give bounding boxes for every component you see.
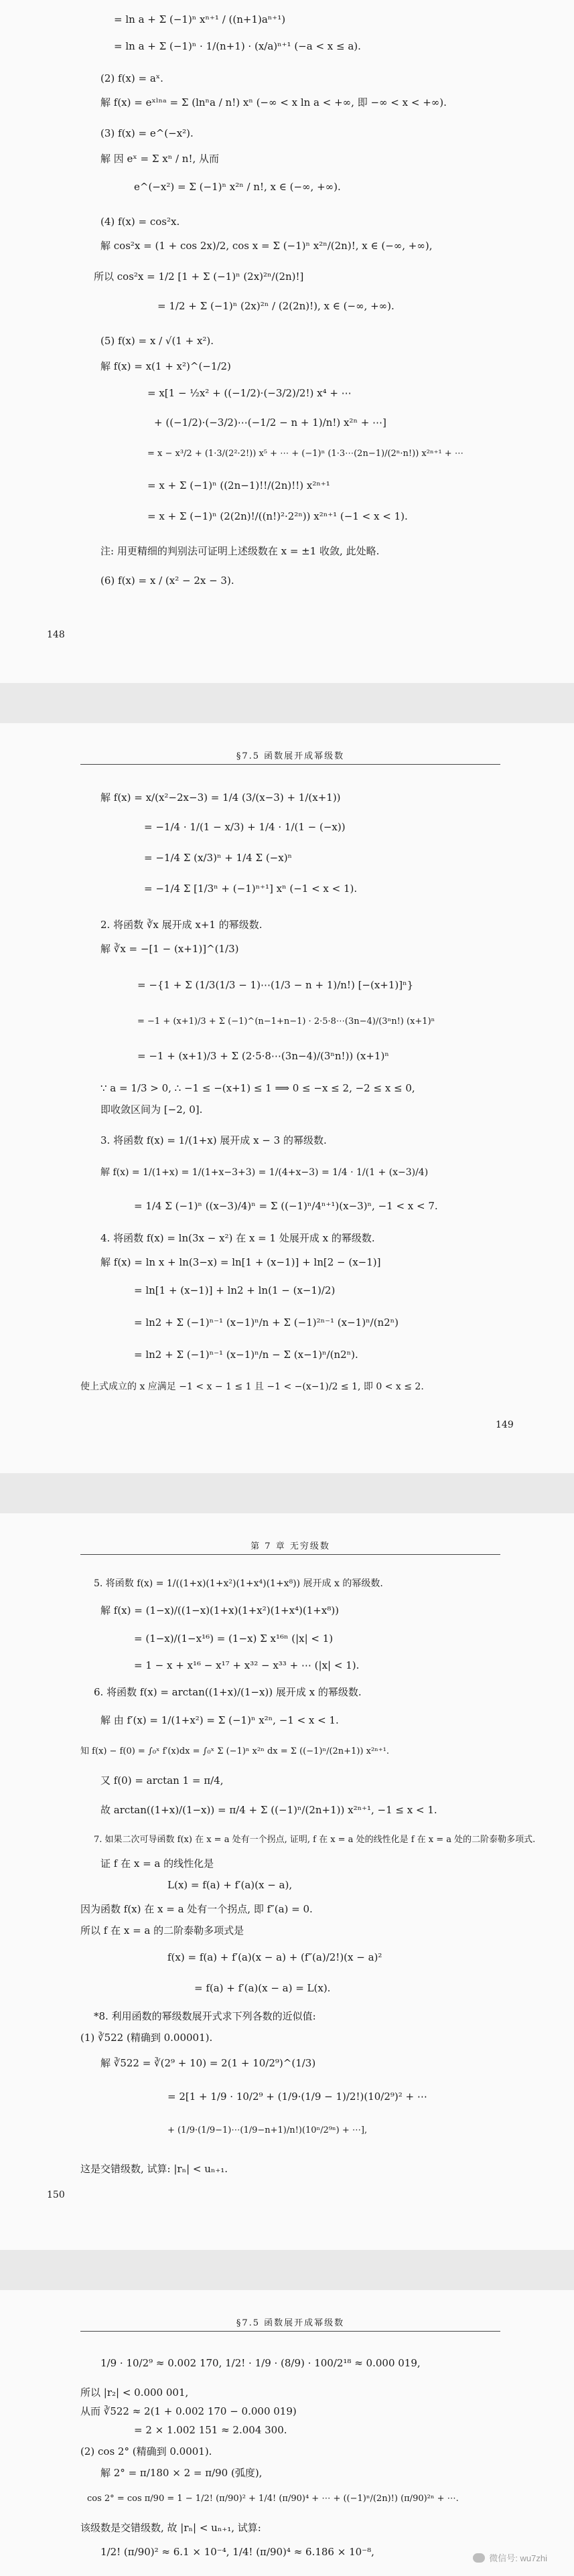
note: 注: 用更精细的判别法可证明上述级数在 x = ±1 收敛, 此处略. (100, 545, 380, 557)
eq-line: = (1−x)/(1−x¹⁶) = (1−x) Σ x¹⁶ⁿ (|x| < 1) (134, 1633, 334, 1645)
page-148 (0, 0, 574, 683)
page-number: 149 (496, 1420, 514, 1430)
solution: 解 f(x) = ln x + ln(3−x) = ln[1 + (x−1)] + ln[2 − (x−1)] (100, 1256, 381, 1268)
text-line: ∵ a = 1/3 > 0, ∴ −1 ≤ −(x+1) ≤ 1 ⟹ 0 ≤ −x ≤ 2, −2 ≤ x ≤ 0, (100, 1082, 415, 1094)
eq-line: 知 f(x) − f(0) = ∫₀ˣ f′(x)dx = ∫₀ˣ Σ (−1)ⁿ x²ⁿ dx = Σ ((−1)ⁿ/(2n+1)) x²ⁿ⁺¹. (80, 1746, 389, 1756)
solution: 解 ∛x = −[1 − (x+1)]^(1/3) (100, 943, 239, 955)
question: (4) f(x) = cos²x. (100, 216, 180, 228)
eq-line: L(x) = f(a) + f′(a)(x − a), (167, 1879, 293, 1891)
eq-line: = −1 + (x+1)/3 + Σ (−1)^(n−1+n−1) · 2·5·8⋯(3n−4)/(3ⁿn!) (x+1)ⁿ (137, 1016, 435, 1027)
text-line: 从而 ∛522 ≈ 2(1 + 0.002 170 − 0.000 019) (80, 2405, 297, 2417)
page-number: 150 (47, 2190, 65, 2200)
text-line: 所以 f 在 x = a 的二阶泰勒多项式是 (80, 1924, 244, 1937)
eq-line: = x + Σ (−1)ⁿ (2(2n)!/((n!)²·2²ⁿ)) x²ⁿ⁺¹ (−1 < x < 1). (147, 510, 408, 522)
solution: 解 2° = π/180 × 2 = π/90 (弧度), (100, 2467, 263, 2479)
question: (6) f(x) = x / (x² − 2x − 3). (100, 575, 234, 587)
eq-line: 1/2! (π/90)² ≈ 6.1 × 10⁻⁴, 1/4! (π/90)⁴ ≈ 6.186 × 10⁻⁸, (100, 2546, 374, 2558)
running-header: 第 7 章 无穷级数 (80, 1539, 500, 1555)
eq-line: = 1 − x + x¹⁶ − x¹⁷ + x³² − x³³ + ⋯ (|x| < 1). (134, 1659, 360, 1671)
eq-line: 故 arctan((1+x)/(1−x)) = π/4 + Σ ((−1)ⁿ/(2n+1)) x²ⁿ⁺¹, −1 ≤ x < 1. (100, 1804, 437, 1816)
solution: 证 f 在 x = a 的线性化是 (100, 1858, 214, 1870)
watermark-text: 微信号: wu7zhi (489, 2553, 547, 2563)
eq-line: = −1/4 Σ (x/3)ⁿ + 1/4 Σ (−x)ⁿ (144, 852, 293, 864)
eq-line: 又 f(0) = arctan 1 = π/4, (100, 1774, 224, 1787)
eq-line: = ln2 + Σ (−1)ⁿ⁻¹ (x−1)ⁿ/n + Σ (−1)²ⁿ⁻¹ (x−1)ⁿ/(n2ⁿ) (134, 1316, 399, 1329)
question: *8. 利用函数的幂级数展开式求下列各数的近似值: (94, 2010, 316, 2022)
solution: 解 f(x) = x(1 + x²)^(−1/2) (100, 360, 231, 372)
running-header: §7.5 函数展开成幂级数 (80, 749, 500, 765)
question: (2) cos 2° (精确到 0.0001). (80, 2445, 212, 2457)
solution: 解 由 f′(x) = 1/(1+x²) = Σ (−1)ⁿ x²ⁿ, −1 < x < 1. (100, 1714, 339, 1726)
question: (5) f(x) = x / √(1 + x²). (100, 335, 214, 347)
eq-line: = −{1 + Σ (1/3(1/3 − 1)⋯(1/3 − n + 1)/n!) [−(x+1)]ⁿ} (137, 979, 414, 991)
solution: 解 ∛522 = ∛(2⁹ + 10) = 2(1 + 10/2⁹)^(1/3) (100, 2057, 316, 2069)
eq-line: e^(−x²) = Σ (−1)ⁿ x²ⁿ / n!, x ∈ (−∞, +∞). (134, 181, 341, 193)
question: (3) f(x) = e^(−x²). (100, 127, 194, 139)
question: 2. 将函数 ∛x 展开成 x+1 的幂级数. (100, 919, 263, 931)
watermark (473, 2551, 547, 2564)
eq-line: = x[1 − ½x² + ((−1/2)·(−3/2)/2!) x⁴ + ⋯ (147, 387, 352, 399)
eq-line: = ln2 + Σ (−1)ⁿ⁻¹ (x−1)ⁿ/n − Σ (x−1)ⁿ/(n2ⁿ). (134, 1349, 358, 1361)
eq-line: cos 2° = cos π/90 = 1 − 1/2! (π/90)² + 1/4! (π/90)⁴ + ⋯ + ((−1)ⁿ/(2n)!) (π/90)²ⁿ + ⋯. (87, 2494, 459, 2504)
eq-line: = ln[1 + (x−1)] + ln2 + ln(1 − (x−1)/2) (134, 1284, 336, 1296)
solution: 解 f(x) = 1/(1+x) = 1/(1+x−3+3) = 1/(4+x−3) = 1/4 · 1/(1 + (x−3)/4) (100, 1167, 429, 1178)
page-151 (0, 2290, 574, 2576)
question: 3. 将函数 f(x) = 1/(1+x) 展开成 x − 3 的幂级数. (100, 1134, 327, 1146)
eq-line: = ln a + Σ (−1)ⁿ xⁿ⁺¹ / ((n+1)aⁿ⁺¹) (114, 13, 286, 25)
solution: 解 f(x) = x/(x²−2x−3) = 1/4 (3/(x−3) + 1/(x+1)) (100, 791, 341, 804)
text-line: 这是交错级数, 试算: |rₙ| < uₙ₊₁. (80, 2163, 228, 2175)
eq-line: + (1/9·(1/9−1)⋯(1/9−n+1)/n!)(10ⁿ/2⁹ⁿ) + ⋯], (167, 2125, 368, 2135)
eq-line: + ((−1/2)·(−3/2)⋯(−1/2 − n + 1)/n!) x²ⁿ + ⋯] (154, 416, 386, 429)
question: (2) f(x) = aˣ. (100, 72, 163, 84)
solution: 解 f(x) = (1−x)/((1−x)(1+x)(1+x²)(1+x⁴)(1+x⁸)) (100, 1604, 340, 1616)
page-number: 148 (47, 629, 65, 640)
text-line: 所以 |r₂| < 0.000 001, (80, 2386, 189, 2399)
question: 5. 将函数 f(x) = 1/((1+x)(1+x²)(1+x⁴)(1+x⁸)) 展开成 x 的幂级数. (94, 1578, 383, 1589)
eq-line: = −1/4 Σ [1/3ⁿ + (−1)ⁿ⁺¹] xⁿ (−1 < x < 1). (144, 883, 358, 895)
text-line: 即收敛区间为 [−2, 0]. (100, 1104, 203, 1116)
page-150 (0, 1513, 574, 2250)
eq-line: = ln a + Σ (−1)ⁿ · 1/(n+1) · (x/a)ⁿ⁺¹ (−a < x ≤ a). (114, 40, 361, 52)
text-line: 因为函数 f(x) 在 x = a 处有一个拐点, 即 f″(a) = 0. (80, 1903, 313, 1915)
text-line: 该级数是交错级数, 故 |rₙ| < uₙ₊₁, 试算: (80, 2522, 261, 2534)
text-line: 使上式成立的 x 应满足 −1 < x − 1 ≤ 1 且 −1 < −(x−1)/2 ≤ 1, 即 0 < x ≤ 2. (80, 1381, 424, 1392)
eq-line: = f(a) + f′(a)(x − a) = L(x). (194, 1982, 331, 1994)
question: 7. 如果二次可导函数 f(x) 在 x = a 处有一个拐点, 证明, f 在 x = a 处的线性化是 f 在 x = a 处的二阶泰勒多项式. (94, 1835, 536, 1845)
eq-line: = −1 + (x+1)/3 + Σ (2·5·8⋯(3n−4)/(3ⁿn!)) (x+1)ⁿ (137, 1050, 389, 1062)
eq-line: 1/9 · 10/2⁹ ≈ 0.002 170, 1/2! · 1/9 · (8/9) · 100/2¹⁸ ≈ 0.000 019, (100, 2357, 421, 2369)
eq-line: = x + Σ (−1)ⁿ ((2n−1)!!/(2n)!!) x²ⁿ⁺¹ (147, 479, 330, 491)
eq-line: = 2[1 + 1/9 · 10/2⁹ + (1/9·(1/9 − 1)/2!)(10/2⁹)² + ⋯ (167, 2091, 427, 2103)
wechat-icon (473, 2553, 485, 2563)
eq-line: = 1/2 + Σ (−1)ⁿ (2x)²ⁿ / (2(2n)!), x ∈ (−∞, +∞). (157, 300, 394, 312)
eq-line: = 2 × 1.002 151 ≈ 2.004 300. (134, 2424, 287, 2436)
solution: 解 f(x) = eˣˡⁿᵃ = Σ (lnⁿa / n!) xⁿ (−∞ < x ln a < +∞, 即 −∞ < x < +∞). (100, 96, 447, 108)
eq-line: 所以 cos²x = 1/2 [1 + Σ (−1)ⁿ (2x)²ⁿ/(2n)!] (94, 271, 304, 283)
running-header: §7.5 函数展开成幂级数 (80, 2316, 500, 2332)
eq-line: = −1/4 · 1/(1 − x/3) + 1/4 · 1/(1 − (−x)) (144, 821, 346, 833)
solution: 解 因 eˣ = Σ xⁿ / n!, 从而 (100, 153, 220, 165)
question: (1) ∛522 (精确到 0.00001). (80, 2032, 213, 2044)
solution: 解 cos²x = (1 + cos 2x)/2, cos x = Σ (−1)ⁿ x²ⁿ/(2n)!, x ∈ (−∞, +∞), (100, 240, 433, 252)
eq-line: = x − x³/2 + (1·3/(2²·2!)) x⁵ + ⋯ + (−1)ⁿ (1·3⋯(2n−1)/(2ⁿ·n!)) x²ⁿ⁺¹ + ⋯ (147, 449, 463, 459)
eq-line: f(x) = f(a) + f′(a)(x − a) + (f″(a)/2!)(x − a)² (167, 1951, 382, 1963)
page-149 (0, 723, 574, 1473)
question: 4. 将函数 f(x) = ln(3x − x²) 在 x = 1 处展开成 x 的幂级数. (100, 1232, 375, 1244)
eq-line: = 1/4 Σ (−1)ⁿ ((x−3)/4)ⁿ = Σ ((−1)ⁿ/4ⁿ⁺¹)(x−3)ⁿ, −1 < x < 7. (134, 1200, 438, 1212)
question: 6. 将函数 f(x) = arctan((1+x)/(1−x)) 展开成 x 的幂级数. (94, 1686, 362, 1698)
